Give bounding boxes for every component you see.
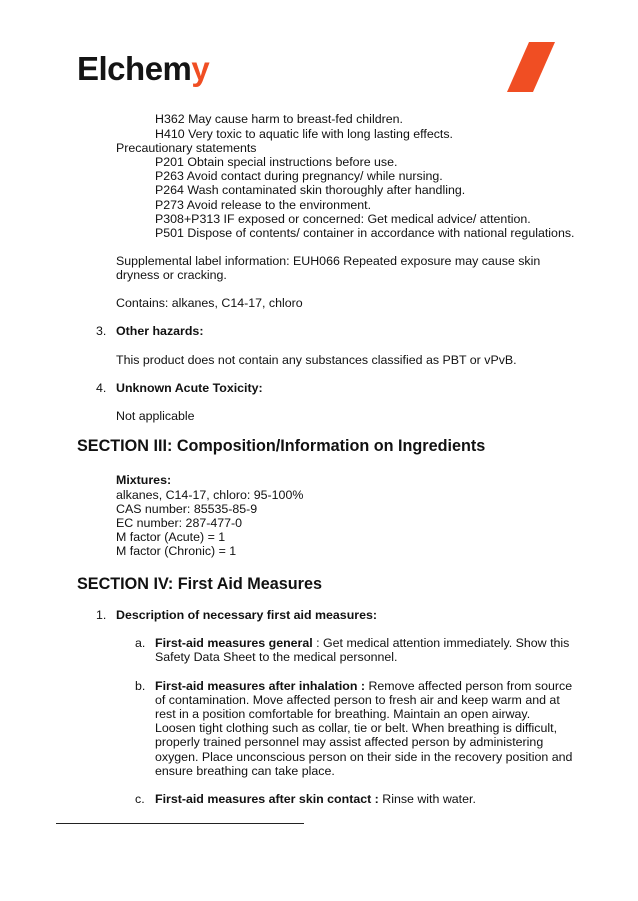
- supplemental-line1: Supplemental label information: EUH066 Repeated exposure may cause skin: [116, 254, 541, 268]
- precautionary-heading: Precautionary statements: [116, 141, 257, 155]
- first-aid-inhalation-line6: oxygen. Place unconscious person on their side in the recovery position and: [155, 750, 573, 764]
- first-aid-inhalation-text: Remove affected person from source: [365, 679, 573, 693]
- first-aid-skin-line1: [155, 792, 476, 807]
- contains-text: Contains: alkanes, C14-17, chloro: [116, 296, 303, 310]
- ec-number: EC number: 287-477-0: [116, 516, 243, 530]
- first-aid-b-letter: b.: [135, 679, 146, 693]
- unknown-toxicity-text: Not applicable: [116, 409, 195, 423]
- first-aid-inhalation-line2: of contamination. Move affected person to fresh air and keep warm and at: [155, 693, 560, 707]
- first-aid-general-text: : Get medical attention immediately. Show this: [312, 636, 570, 650]
- mixtures-label: Mixtures:: [116, 473, 172, 487]
- first-aid-skin-label: First-aid measures after skin contact :: [155, 792, 379, 806]
- unknown-toxicity-number: 4.: [96, 381, 107, 395]
- mixture-line: alkanes, C14-17, chloro: 95-100%: [116, 488, 304, 502]
- precautionary-p273: P273 Avoid release to the environment.: [155, 198, 372, 212]
- brand-parallelogram-icon: [507, 42, 557, 94]
- first-aid-general-line1: [155, 636, 569, 651]
- first-aid-inhalation-line1: [155, 679, 572, 694]
- first-aid-item1-number: 1.: [96, 608, 107, 622]
- first-aid-inhalation-line3: rest in a position comfortable for breathing. Maintain an open airway.: [155, 707, 531, 721]
- elchemy-logo: [77, 52, 209, 85]
- logo-text-main: Elchem: [77, 50, 192, 87]
- first-aid-general-label: First-aid measures general: [155, 636, 313, 650]
- first-aid-general-line2: Safety Data Sheet to the medical personnel.: [155, 650, 398, 664]
- first-aid-a-letter: a.: [135, 636, 146, 650]
- first-aid-inhalation-line4: Loosen tight clothing such as collar, tie or belt. When breathing is difficult,: [155, 721, 558, 735]
- section4-title: SECTION IV: First Aid Measures: [77, 575, 322, 593]
- first-aid-inhalation-line7: ensure breathing can take place.: [155, 764, 335, 778]
- footnote-separator: [56, 823, 304, 824]
- first-aid-inhalation-line5: properly trained personnel may assist affected person by administering: [155, 735, 544, 749]
- section3-title: SECTION III: Composition/Information on Ingredients: [77, 437, 486, 455]
- hazard-h410: H410 Very toxic to aquatic life with long lasting effects.: [155, 127, 453, 141]
- first-aid-item1-title: Description of necessary first aid measures:: [116, 608, 377, 622]
- first-aid-skin-text: Rinse with water.: [378, 792, 476, 806]
- other-hazards-number: 3.: [96, 324, 107, 338]
- unknown-toxicity-title: Unknown Acute Toxicity:: [116, 381, 263, 395]
- precautionary-p201: P201 Obtain special instructions before use.: [155, 155, 398, 169]
- other-hazards-title: Other hazards:: [116, 324, 204, 338]
- m-factor-acute: M factor (Acute) = 1: [116, 530, 226, 544]
- precautionary-p263: P263 Avoid contact during pregnancy/ while nursing.: [155, 169, 443, 183]
- precautionary-p501: P501 Dispose of contents/ container in accordance with national regulations.: [155, 226, 575, 240]
- m-factor-chronic: M factor (Chronic) = 1: [116, 544, 237, 558]
- cas-number: CAS number: 85535-85-9: [116, 502, 258, 516]
- supplemental-line2: dryness or cracking.: [116, 268, 227, 282]
- precautionary-p264: P264 Wash contaminated skin thoroughly after handling.: [155, 183, 466, 197]
- hazard-h362: H362 May cause harm to breast-fed children.: [155, 112, 403, 126]
- first-aid-c-letter: c.: [135, 792, 145, 806]
- first-aid-inhalation-label: First-aid measures after inhalation :: [155, 679, 366, 693]
- other-hazards-text: This product does not contain any substances classified as PBT or vPvB.: [116, 353, 517, 367]
- logo-text-tail: y: [191, 50, 210, 87]
- precautionary-p308: P308+P313 IF exposed or concerned: Get medical advice/ attention.: [155, 212, 531, 226]
